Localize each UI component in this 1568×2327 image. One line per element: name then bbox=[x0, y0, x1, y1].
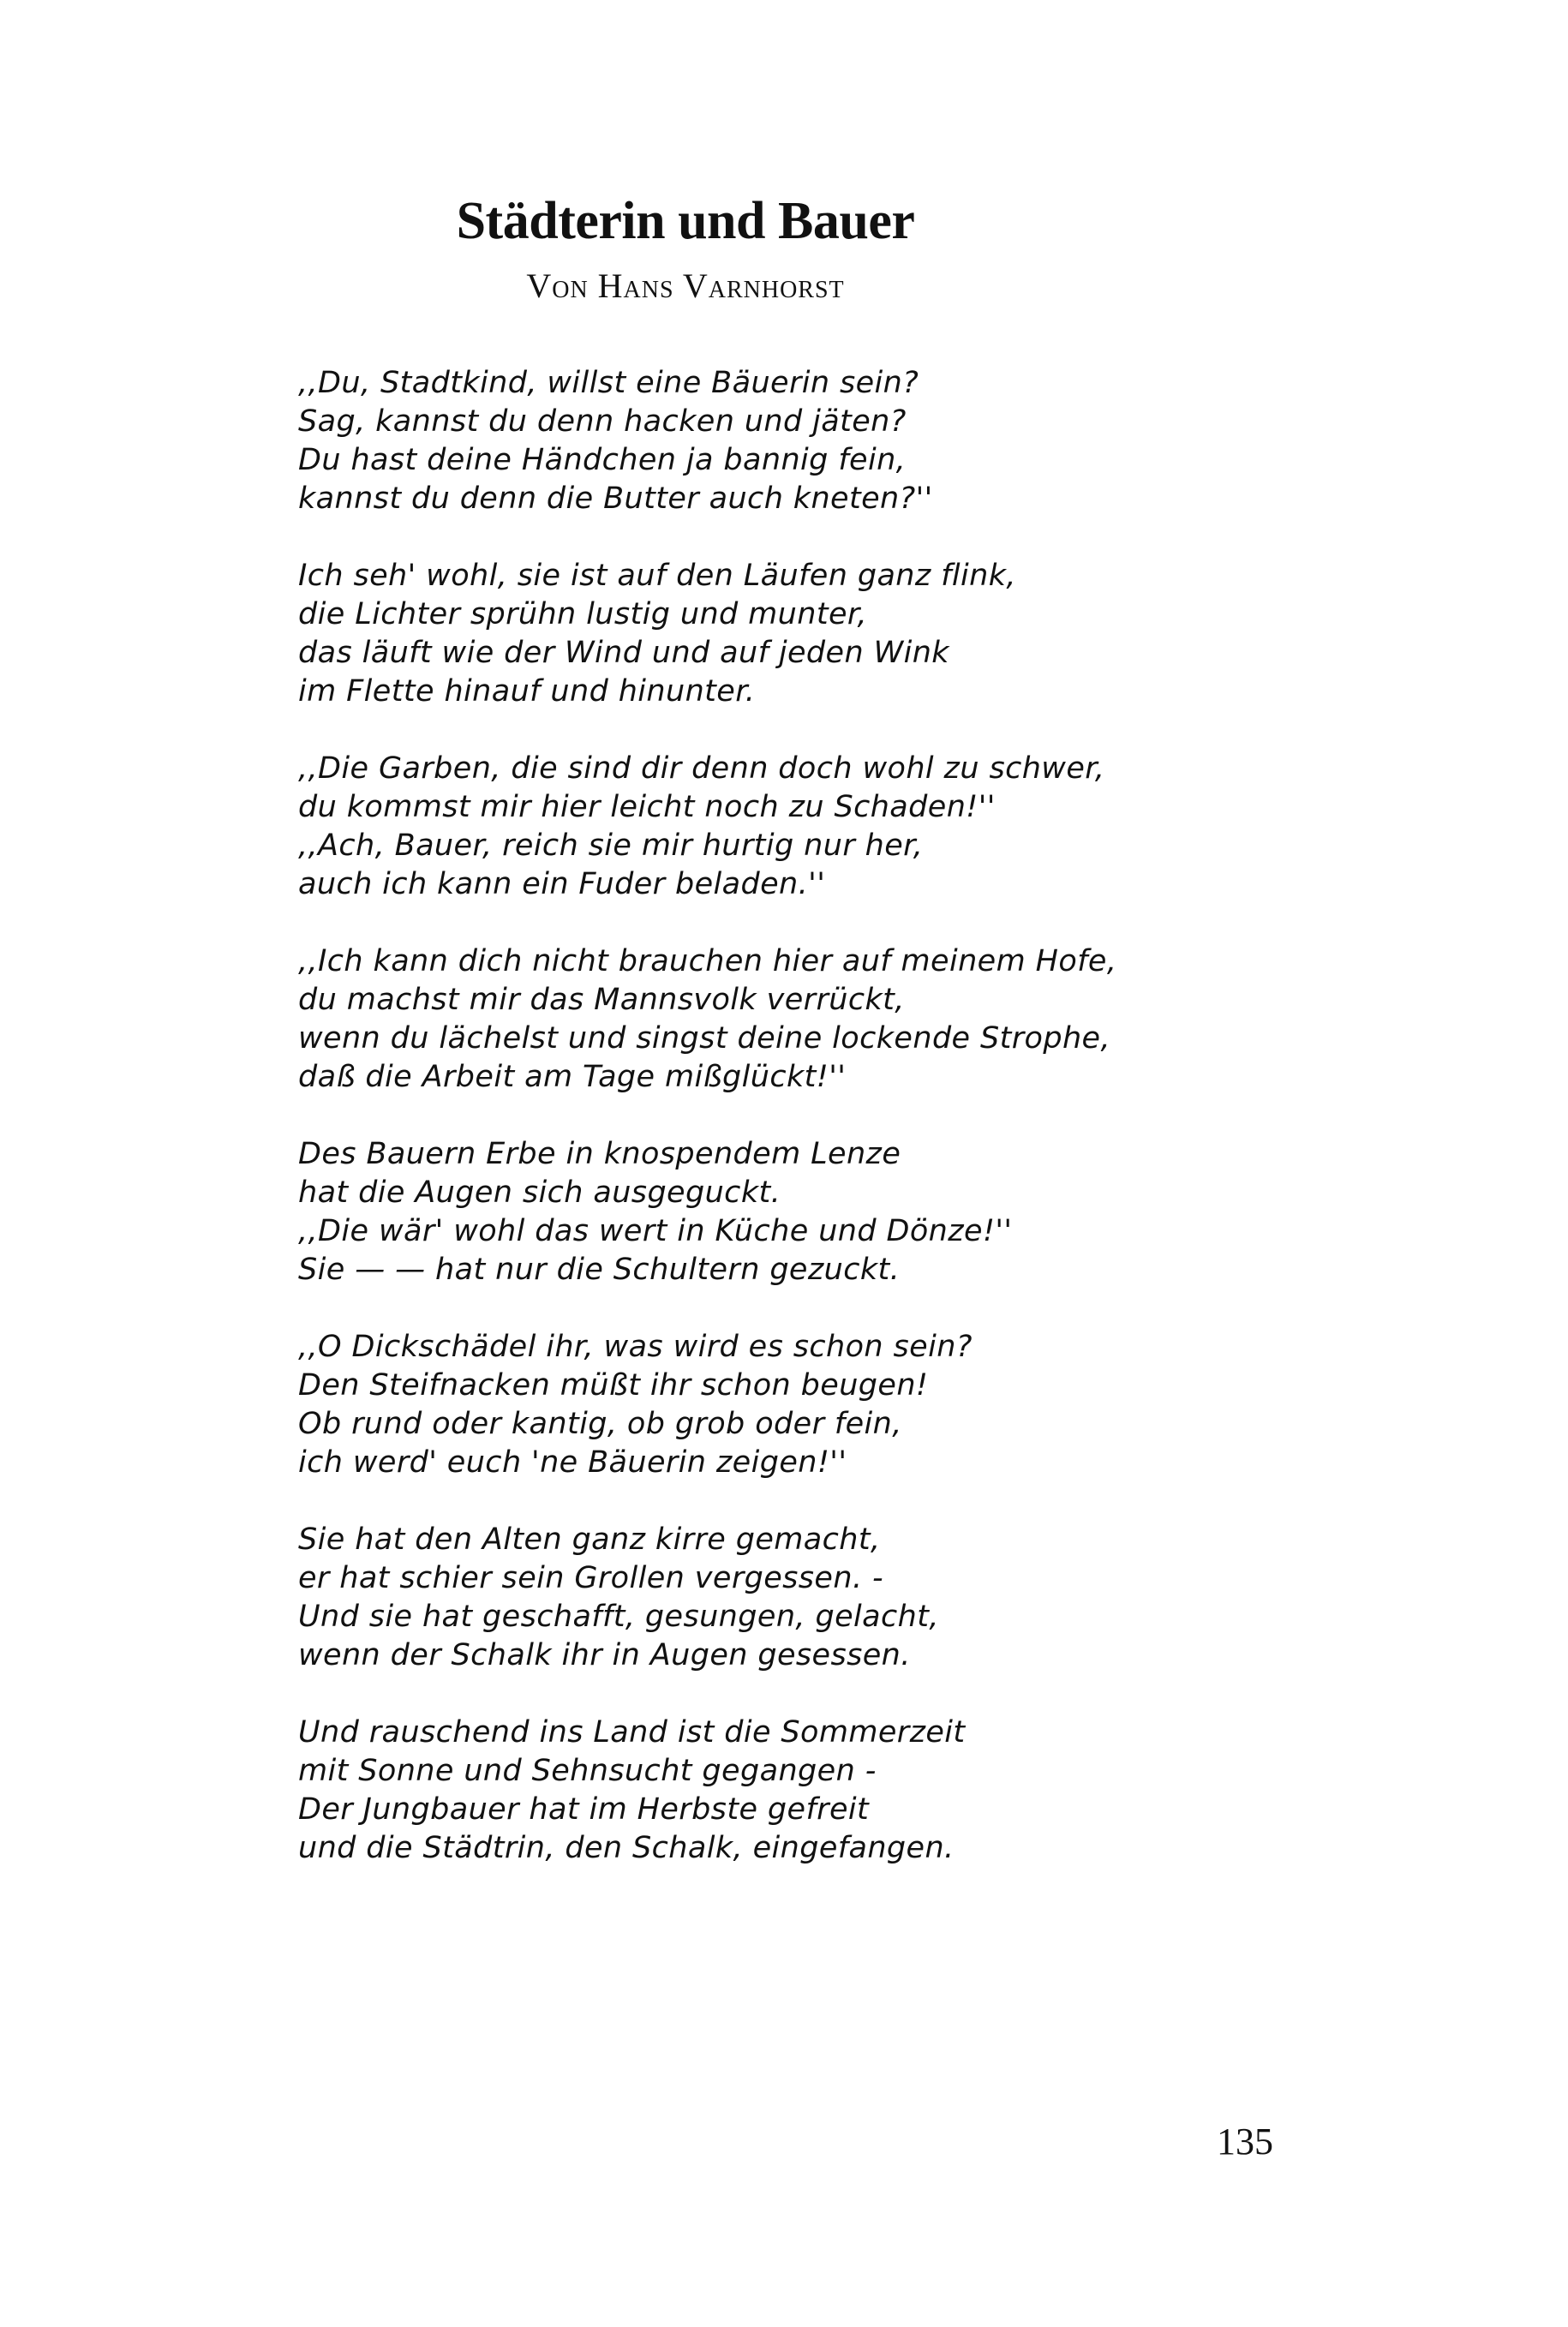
verse-line: kannst du denn die Butter auch kneten?'' bbox=[298, 482, 933, 516]
verse-line: Und rauschend ins Land ist die Sommerzeit bbox=[298, 1715, 966, 1750]
stanza bbox=[298, 557, 1326, 711]
verse-line: ,,Ich kann dich nicht brauchen hier auf meinem Hofe, bbox=[298, 944, 1117, 978]
verse-line: daß die Arbeit am Tage mißglückt!'' bbox=[298, 1060, 847, 1094]
verse-line: wenn du lächelst und singst deine lockende Strophe, bbox=[298, 1021, 1111, 1056]
stanza bbox=[298, 364, 1326, 518]
verse-line: Ob rund oder kantig, ob grob oder fein, bbox=[298, 1407, 902, 1441]
verse-line: Der Jungbauer hat im Herbste gefreit bbox=[298, 1792, 870, 1827]
verse-line: Des Bauern Erbe in knospendem Lenze bbox=[298, 1137, 901, 1171]
verse-line: Ich seh' wohl, sie ist auf den Läufen ganz flink, bbox=[298, 559, 1016, 593]
verse-line: ,,Die Garben, die sind dir denn doch wohl zu schwer, bbox=[298, 751, 1105, 786]
stanza bbox=[298, 1521, 1326, 1675]
verse-line: Sie — — hat nur die Schultern gezuckt. bbox=[298, 1253, 901, 1287]
verse-line: ich werd' euch 'ne Bäuerin zeigen!'' bbox=[298, 1445, 847, 1480]
verse-line: im Flette hinauf und hinunter. bbox=[298, 674, 756, 709]
stanza bbox=[298, 1328, 1326, 1482]
verse-line: ,,Ach, Bauer, reich sie mir hurtig nur her, bbox=[298, 829, 924, 863]
verse-line: er hat schier sein Grollen vergessen. - bbox=[298, 1561, 884, 1595]
verse-line: und die Städtrin, den Schalk, eingefangen. bbox=[298, 1831, 955, 1865]
verse-line: du machst mir das Mannsvolk verrückt, bbox=[298, 983, 905, 1017]
verse-line: Und sie hat geschafft, gesungen, gelacht, bbox=[298, 1600, 939, 1634]
verse-line: auch ich kann ein Fuder beladen.'' bbox=[298, 867, 826, 901]
verse-line: Sie hat den Alten ganz kirre gemacht, bbox=[298, 1522, 881, 1557]
stanza bbox=[298, 1135, 1326, 1289]
poem-author-byline: Von Hans Varnhorst bbox=[526, 266, 845, 305]
verse-line: ,,Die wär' wohl das wert in Küche und Dönze!'' bbox=[298, 1214, 1013, 1248]
verse-line: Den Steifnacken müßt ihr schon beugen! bbox=[298, 1368, 929, 1403]
verse-line: du kommst mir hier leicht noch zu Schaden!'' bbox=[298, 790, 996, 824]
verse-line: mit Sonne und Sehnsucht gegangen - bbox=[298, 1754, 877, 1788]
verse-line: ,,Du, Stadtkind, willst eine Bäuerin sein? bbox=[298, 366, 919, 400]
poem-title: Städterin und Bauer bbox=[456, 192, 915, 250]
verse-line: das läuft wie der Wind und auf jeden Wink bbox=[298, 636, 949, 670]
verse-line: Sag, kannst du denn hacken und jäten? bbox=[298, 404, 907, 439]
verse-line: ,,O Dickschädel ihr, was wird es schon sein? bbox=[298, 1330, 973, 1364]
verse-line: hat die Augen sich ausgeguckt. bbox=[298, 1175, 781, 1210]
verse-line: Du hast deine Händchen ja bannig fein, bbox=[298, 443, 907, 477]
stanza bbox=[298, 750, 1326, 904]
poem-body bbox=[298, 364, 1326, 1906]
verse-line: die Lichter sprühn lustig und munter, bbox=[298, 597, 867, 631]
verse-line: wenn der Schalk ihr in Augen gesessen. bbox=[298, 1638, 911, 1672]
stanza bbox=[298, 942, 1326, 1097]
page-number: 135 bbox=[1217, 2121, 1273, 2162]
stanza bbox=[298, 1714, 1326, 1868]
